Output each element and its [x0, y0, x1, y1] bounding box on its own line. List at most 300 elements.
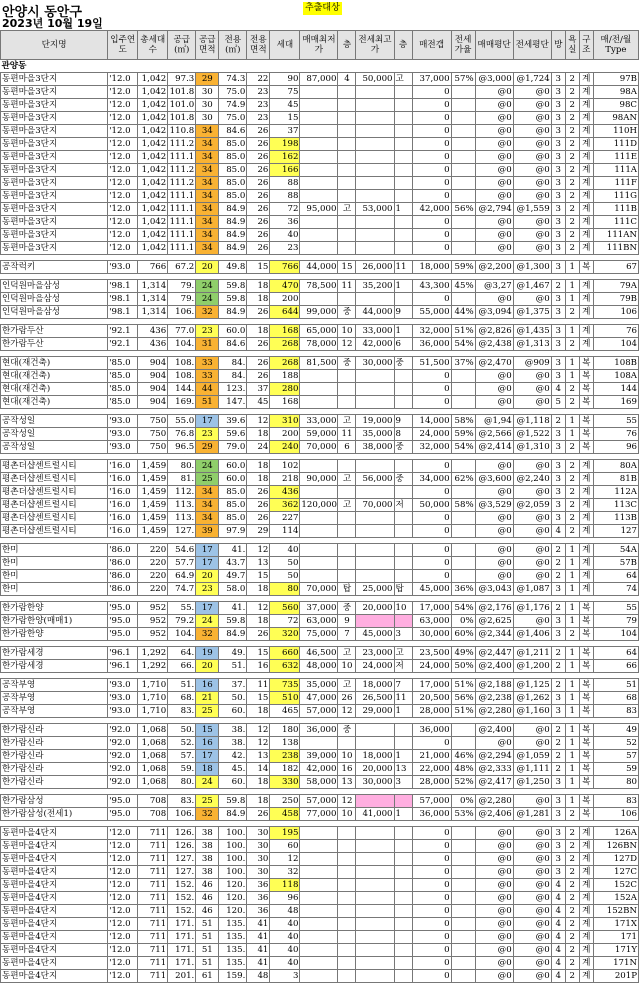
table-cell: 36	[247, 879, 270, 892]
table-cell: 711	[138, 827, 168, 840]
table-cell: 40	[270, 944, 300, 957]
table-cell: 147.	[219, 396, 247, 409]
table-cell	[338, 177, 356, 190]
table-row	[1, 737, 639, 750]
table-cell	[394, 944, 412, 957]
table-cell: 10	[338, 808, 356, 821]
table-cell: 2	[551, 602, 565, 615]
table-cell: 180	[270, 724, 300, 737]
table-cell	[300, 892, 338, 905]
table-cell	[394, 190, 412, 203]
table-cell	[451, 853, 475, 866]
table-cell: 68	[593, 692, 638, 705]
table-cell: 30	[247, 853, 270, 866]
table-cell: 0	[412, 737, 451, 750]
table-cell: 60%	[451, 628, 475, 641]
table-cell: 0	[412, 944, 451, 957]
table-cell: @0	[513, 112, 551, 125]
table-cell: 39.6	[219, 415, 247, 428]
table-cell: 계	[579, 325, 593, 338]
table-cell: 51	[196, 396, 219, 409]
table-cell: @0	[475, 827, 513, 840]
table-cell: 2	[565, 338, 579, 351]
table-cell	[300, 190, 338, 203]
table-cell: 0	[412, 957, 451, 970]
table-cell: @0	[513, 383, 551, 396]
table-cell: 29	[196, 73, 219, 86]
table-cell	[451, 177, 475, 190]
table-cell: 57,000	[300, 795, 338, 808]
table-cell	[394, 840, 412, 853]
table-cell: 23,500	[412, 647, 451, 660]
table-cell: @3,27	[475, 280, 513, 293]
table-cell: 78,000	[300, 338, 338, 351]
table-cell: @2,294	[475, 750, 513, 763]
table-cell: 84.9	[219, 229, 247, 242]
table-cell	[451, 486, 475, 499]
table-cell: 3	[551, 853, 565, 866]
table-cell: @0	[513, 905, 551, 918]
table-cell	[451, 840, 475, 853]
complex-name-cell: 동편마을3단지	[1, 151, 108, 164]
table-cell: 127.	[168, 525, 196, 538]
table-cell: 고	[338, 499, 356, 512]
table-cell: 111A	[593, 164, 638, 177]
table-cell: 계	[579, 879, 593, 892]
table-cell: '12.0	[108, 866, 138, 879]
table-cell: 34	[196, 242, 219, 255]
table-cell: 계	[579, 125, 593, 138]
table-cell: 1	[565, 750, 579, 763]
table-cell: 34	[196, 164, 219, 177]
table-cell: 188	[270, 370, 300, 383]
table-cell	[300, 866, 338, 879]
table-cell: 111AN	[593, 229, 638, 242]
table-cell: 18,000	[356, 750, 394, 763]
table-cell: 3	[551, 86, 565, 99]
table-cell	[356, 737, 394, 750]
table-cell: 24	[196, 293, 219, 306]
table-cell	[394, 293, 412, 306]
table-cell: @2,333	[475, 763, 513, 776]
table-cell: 26	[247, 151, 270, 164]
table-cell: 32	[196, 306, 219, 319]
table-cell: 100.	[219, 840, 247, 853]
table-cell: @0	[475, 970, 513, 983]
table-cell: 21	[196, 692, 219, 705]
table-cell	[451, 216, 475, 229]
complex-name-cell: 동편마을3단지	[1, 73, 108, 86]
table-cell: 고	[338, 473, 356, 486]
table-cell	[394, 383, 412, 396]
table-cell: 127.	[168, 853, 196, 866]
table-cell: @3,000	[475, 73, 513, 86]
table-cell: 34	[196, 216, 219, 229]
complex-name-cell: 동편마을3단지	[1, 164, 108, 177]
table-cell: 79.0	[219, 441, 247, 454]
table-cell: 45	[270, 99, 300, 112]
table-cell: 111.1	[169, 229, 195, 240]
table-cell: 1,042	[138, 216, 168, 229]
table-cell: 80.	[168, 776, 196, 789]
table-cell: @0	[513, 724, 551, 737]
table-cell: 계	[579, 486, 593, 499]
table-cell: 330	[270, 776, 300, 789]
table-cell: 310	[270, 415, 300, 428]
table-cell	[451, 151, 475, 164]
table-cell: 14,000	[412, 415, 451, 428]
table-cell: @2,417	[475, 776, 513, 789]
column-header: 세대	[270, 31, 300, 60]
table-cell: 1	[565, 724, 579, 737]
table-cell: 2	[565, 827, 579, 840]
complex-name-cell: 동편마을3단지	[1, 229, 108, 242]
table-cell: 1	[565, 679, 579, 692]
table-cell: @0	[475, 383, 513, 396]
table-cell: 3	[551, 808, 565, 821]
table-cell: 1,042	[138, 229, 168, 242]
table-cell: @0	[513, 242, 551, 255]
table-cell: 24	[196, 615, 219, 628]
table-cell: '95.0	[108, 808, 138, 821]
table-cell: 111E	[593, 151, 638, 164]
table-cell: 51%	[451, 679, 475, 692]
table-cell: 113.	[168, 499, 196, 512]
table-cell	[356, 853, 394, 866]
table-cell: 227	[270, 512, 300, 525]
table-cell: 17	[196, 602, 219, 615]
table-cell: 436	[138, 325, 168, 338]
table-cell: 60.0	[219, 325, 247, 338]
table-cell	[338, 931, 356, 944]
table-cell: 2	[565, 892, 579, 905]
table-cell	[338, 112, 356, 125]
table-cell: 2	[565, 190, 579, 203]
table-cell: @2,470	[475, 357, 513, 370]
table-cell: 57%	[451, 73, 475, 86]
table-cell: '16.0	[108, 499, 138, 512]
table-cell: 32,000	[412, 325, 451, 338]
table-cell: @3,094	[475, 306, 513, 319]
table-row	[1, 795, 639, 808]
table-cell: 52	[593, 737, 638, 750]
table-cell	[356, 216, 394, 229]
table-cell: 1,459	[138, 525, 168, 538]
table-cell: 12	[338, 705, 356, 718]
table-cell	[394, 164, 412, 177]
table-cell: 18	[247, 615, 270, 628]
complex-name-cell: 현대(재건축)	[1, 396, 108, 409]
table-cell: @0	[513, 190, 551, 203]
complex-name-cell: 동편마을4단지	[1, 879, 108, 892]
table-cell: 4	[551, 383, 565, 396]
table-cell: 39	[196, 525, 219, 538]
table-cell	[300, 918, 338, 931]
table-cell: 41	[247, 957, 270, 970]
table-cell: 계	[579, 557, 593, 570]
table-row	[1, 776, 639, 789]
table-cell: 152.	[168, 879, 196, 892]
table-cell: 111B	[593, 203, 638, 216]
table-cell: @1,281	[513, 808, 551, 821]
table-cell	[356, 905, 394, 918]
complex-name-cell: 동편마을3단지	[1, 190, 108, 203]
table-cell: 2	[551, 544, 565, 557]
table-cell: 계	[579, 970, 593, 983]
table-cell: @0	[475, 486, 513, 499]
table-cell: 15	[247, 692, 270, 705]
table-cell: 1,459	[138, 473, 168, 486]
table-cell: 2	[551, 660, 565, 673]
table-cell: 계	[579, 151, 593, 164]
table-cell: 계	[579, 525, 593, 538]
table-cell	[300, 125, 338, 138]
table-cell: 51	[196, 944, 219, 957]
table-cell: 42,000	[412, 203, 451, 216]
table-cell: 55.	[168, 602, 196, 615]
table-cell: 2	[565, 112, 579, 125]
table-cell: 3	[551, 583, 565, 596]
table-cell: 98A	[593, 86, 638, 99]
table-cell	[451, 525, 475, 538]
table-cell	[356, 892, 394, 905]
column-header: 구조	[579, 31, 593, 60]
table-cell: 36,000	[412, 808, 451, 821]
table-cell: 2	[551, 570, 565, 583]
table-cell: 1	[565, 615, 579, 628]
table-cell: 26	[247, 138, 270, 151]
table-row	[1, 125, 639, 138]
table-cell: 98AN	[593, 112, 638, 125]
table-cell: 33	[196, 357, 219, 370]
table-cell: @1,313	[513, 338, 551, 351]
table-cell	[394, 125, 412, 138]
table-cell: 85.0	[219, 138, 247, 151]
table-cell: @2,176	[475, 602, 513, 615]
table-cell	[338, 99, 356, 112]
table-cell: @0	[475, 190, 513, 203]
table-cell: 250	[270, 795, 300, 808]
table-cell: 49.8	[219, 261, 247, 274]
table-cell	[356, 879, 394, 892]
table-cell	[356, 615, 394, 628]
table-row	[1, 357, 639, 370]
table-cell: 3	[551, 795, 565, 808]
complex-name-cell: 동편마을4단지	[1, 931, 108, 944]
table-cell: 126.	[168, 840, 196, 853]
table-cell: 46	[196, 879, 219, 892]
table-cell: 계	[579, 216, 593, 229]
table-cell: 59.8	[219, 293, 247, 306]
table-cell: 0	[412, 853, 451, 866]
table-row	[1, 583, 639, 596]
table-cell: 1	[394, 808, 412, 821]
table-cell: @0	[513, 853, 551, 866]
table-cell: 101.8	[169, 112, 195, 123]
table-cell	[451, 396, 475, 409]
table-cell: 15	[338, 261, 356, 274]
table-row	[1, 441, 639, 454]
column-header: 욕실	[565, 31, 579, 60]
table-cell: 26	[247, 499, 270, 512]
table-cell: @2,566	[475, 428, 513, 441]
table-cell	[356, 293, 394, 306]
table-cell: 55	[593, 415, 638, 428]
table-cell: @0	[513, 177, 551, 190]
table-cell: 24,000	[412, 428, 451, 441]
table-cell: 58%	[451, 499, 475, 512]
table-cell: '93.0	[108, 261, 138, 274]
table-cell: 58,000	[300, 776, 338, 789]
table-row	[1, 866, 639, 879]
table-cell: 21,000	[412, 750, 451, 763]
table-cell: 고	[338, 647, 356, 660]
complex-name-cell: 동편마을4단지	[1, 970, 108, 983]
table-row	[1, 216, 639, 229]
table-cell: 11	[394, 261, 412, 274]
table-cell	[394, 970, 412, 983]
complex-name-cell: 한가람신라	[1, 776, 108, 789]
table-cell	[451, 460, 475, 473]
complex-name-cell: 한가람한양	[1, 628, 108, 641]
table-cell	[338, 138, 356, 151]
column-header: 층	[394, 31, 412, 60]
table-cell	[451, 944, 475, 957]
table-cell	[338, 866, 356, 879]
table-cell: 218	[270, 473, 300, 486]
table-cell: 15	[270, 112, 300, 125]
complex-name-cell: 한가람세경	[1, 660, 108, 673]
table-cell: '12.0	[108, 853, 138, 866]
table-cell: '12.0	[108, 112, 138, 125]
table-cell: 3	[551, 692, 565, 705]
table-cell: 42,000	[300, 763, 338, 776]
table-cell: '86.0	[108, 583, 138, 596]
table-cell: 62%	[451, 473, 475, 486]
table-cell: 10	[338, 660, 356, 673]
table-cell: 계	[579, 866, 593, 879]
table-cell: 138	[270, 737, 300, 750]
table-cell: 2	[551, 280, 565, 293]
table-cell: 34	[196, 229, 219, 242]
table-cell: @0	[513, 164, 551, 177]
table-cell: 3	[551, 486, 565, 499]
table-cell: 118	[270, 879, 300, 892]
table-cell: 2	[551, 557, 565, 570]
column-header: 층	[338, 31, 356, 60]
table-cell: 계	[579, 473, 593, 486]
table-row	[1, 647, 639, 660]
table-cell: 29	[196, 441, 219, 454]
table-cell: 26	[247, 203, 270, 216]
table-cell: 1	[394, 280, 412, 293]
table-cell: 711	[138, 853, 168, 866]
table-cell: 111.2	[169, 164, 195, 175]
table-cell: 56,000	[356, 473, 394, 486]
complex-name-cell: 동편마을4단지	[1, 866, 108, 879]
table-cell: 106	[593, 306, 638, 319]
table-cell: @2,280	[475, 795, 513, 808]
table-cell: 2	[565, 525, 579, 538]
table-cell: @0	[513, 229, 551, 242]
table-cell: 26	[247, 216, 270, 229]
table-cell: 83.	[168, 705, 196, 718]
table-cell: 96	[270, 892, 300, 905]
table-cell: @0	[475, 460, 513, 473]
table-cell: '85.0	[108, 396, 138, 409]
table-row	[1, 499, 639, 512]
table-cell: 47,000	[300, 692, 338, 705]
table-cell: 0	[412, 557, 451, 570]
table-row	[1, 853, 639, 866]
table-cell: 52.	[168, 737, 196, 750]
table-cell: 7	[394, 679, 412, 692]
table-cell: 708	[138, 795, 168, 808]
table-cell: 계	[579, 99, 593, 112]
table-cell	[300, 970, 338, 983]
table-cell: 60.0	[219, 473, 247, 486]
table-cell: 2	[551, 647, 565, 660]
table-row	[1, 261, 639, 274]
table-cell: 0	[412, 512, 451, 525]
table-cell: 4	[551, 879, 565, 892]
table-cell: @1,160	[513, 705, 551, 718]
table-cell: 0	[412, 486, 451, 499]
table-row	[1, 325, 639, 338]
table-cell: 81,500	[300, 357, 338, 370]
table-cell: 48,000	[300, 660, 338, 673]
table-cell: @1,087	[513, 583, 551, 596]
table-row	[1, 190, 639, 203]
table-cell: 171.	[168, 918, 196, 931]
table-cell: 112.	[168, 486, 196, 499]
table-cell	[356, 827, 394, 840]
table-cell: 85.0	[219, 164, 247, 177]
table-cell: @0	[475, 853, 513, 866]
table-cell: 12	[247, 602, 270, 615]
table-cell: 51	[196, 957, 219, 970]
table-header-row	[1, 31, 639, 60]
table-cell: 2	[565, 460, 579, 473]
table-cell: 1,292	[138, 660, 168, 673]
table-cell: 26	[247, 242, 270, 255]
table-cell: 1	[565, 737, 579, 750]
table-cell: 108B	[593, 357, 638, 370]
table-cell: 23	[247, 86, 270, 99]
table-cell: 0	[412, 216, 451, 229]
complex-name-cell: 인덕원마을삼성	[1, 280, 108, 293]
table-cell: 2	[565, 486, 579, 499]
table-cell: '93.0	[108, 692, 138, 705]
table-cell: 60.0	[219, 460, 247, 473]
table-cell: 24,000	[412, 660, 451, 673]
table-cell: 18	[247, 428, 270, 441]
table-cell: 65,000	[300, 325, 338, 338]
table-cell: 30,000	[412, 628, 451, 641]
table-cell: 238	[270, 750, 300, 763]
table-cell: 1	[565, 261, 579, 274]
table-cell: 35,000	[300, 679, 338, 692]
table-cell: 계	[579, 853, 593, 866]
table-cell: 17	[196, 415, 219, 428]
table-cell: 83	[593, 795, 638, 808]
table-cell: @0	[475, 370, 513, 383]
table-cell	[300, 879, 338, 892]
table-cell: 37,000	[412, 73, 451, 86]
table-cell: 1	[565, 570, 579, 583]
table-cell: 3	[551, 428, 565, 441]
table-cell: 59.8	[219, 280, 247, 293]
